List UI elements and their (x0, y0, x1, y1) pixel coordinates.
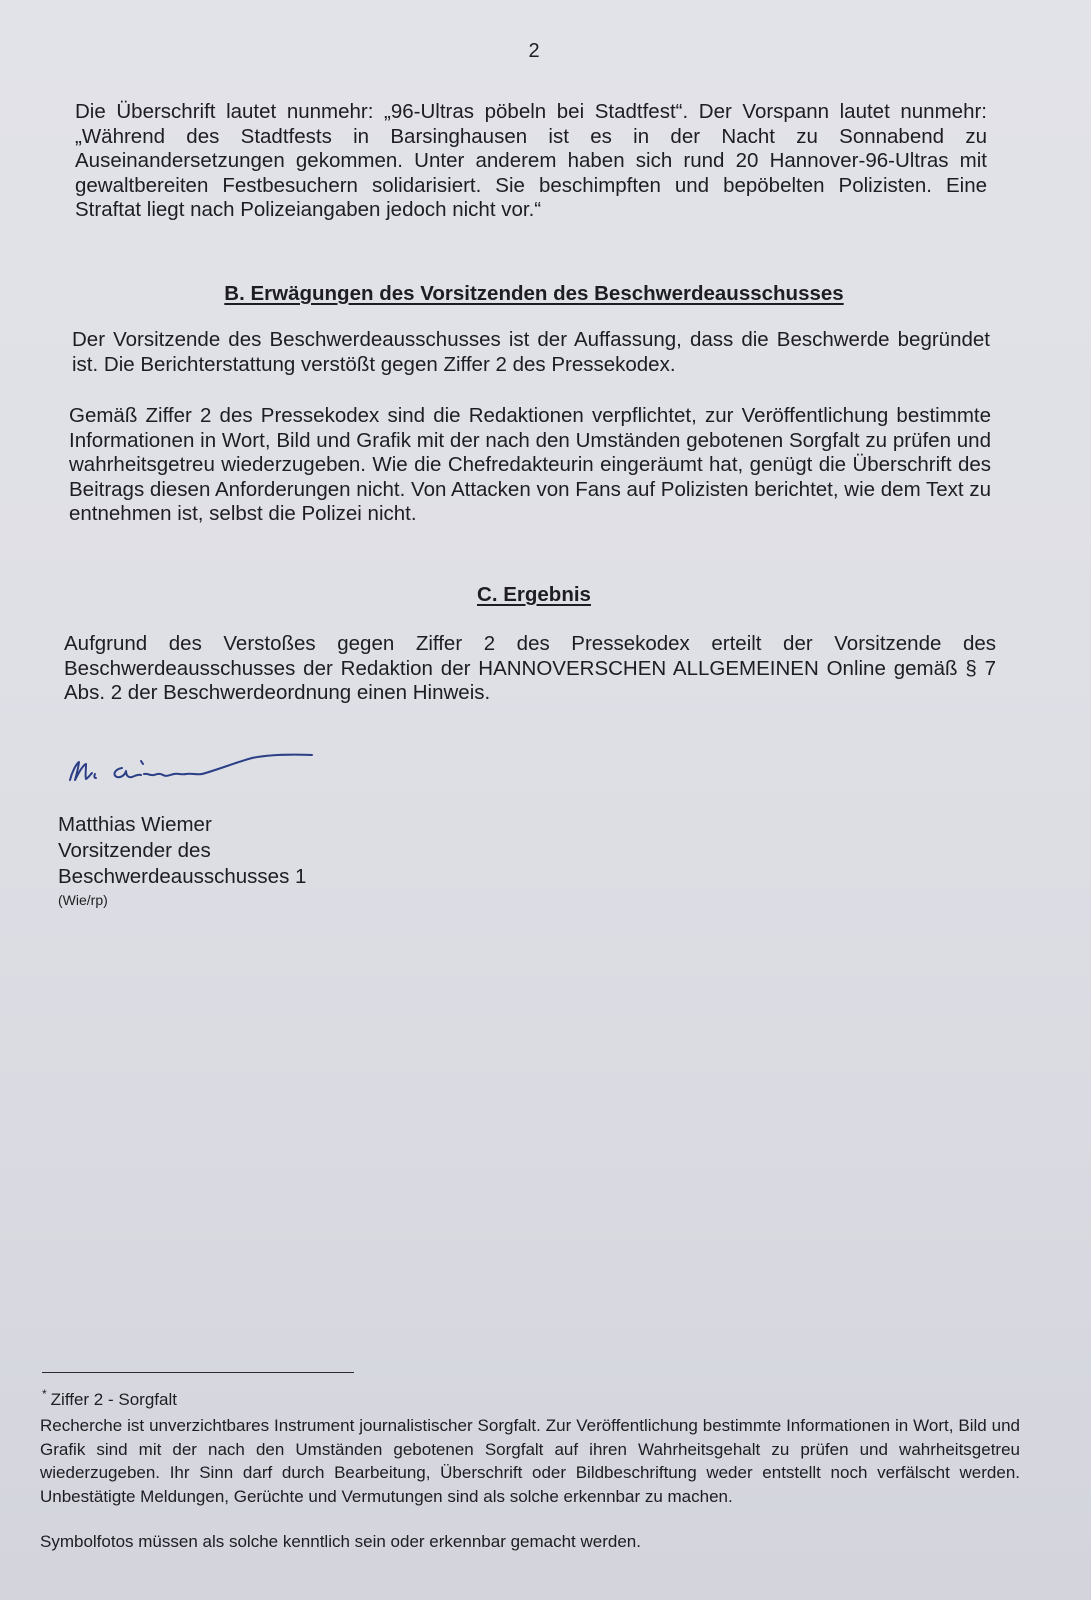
signatory-role-line-2: Beschwerdeausschusses 1 (58, 865, 307, 888)
intro-paragraph: Die Überschrift lautet nunmehr: „96-Ultras pöbeln bei Stadtfest“. Der Vorspann lautet nunmehr: „Während des Stadtfests in Barsinghausen ist es in der Nacht zu Sonnabend zu Auseinandersetzungen gekommen. Unter anderem haben sich rund 20 Hannover-96-Ultras mit gewaltbereiten Festbesuchern solidarisiert. Sie beschimpften und bepöbelten Polizisten. Eine Straftat liegt nach Polizeiangaben jedoch nicht vor.“ (75, 100, 987, 221)
section-b-heading: B. Erwägungen des Vorsitzenden des Beschwerdeausschusses (224, 282, 844, 305)
page-number: 2 (528, 40, 540, 62)
footnote-text: Recherche ist unverzichtbares Instrument journalistischer Sorgfalt. Zur Veröffentlichung bestimmte Informationen in Wort, Bild und Grafik sind mit der nach den Umständen gebotenen Sorgfalt auf ihren Wahrheitsgehalt zu prüfen und wahrheitsgetreu wiederzugeben. Ihr Sinn darf durch Bearbeitung, Überschrift oder Bildbeschriftung weder entstellt noch verfälscht werden. Unbestätigte Meldungen, Gerüchte und Vermutungen sind als solche erkennbar zu machen. (40, 1416, 1020, 1506)
signatory-reference: (Wie/rp) (58, 892, 108, 908)
footnote-title: Ziffer 2 - Sorgfalt (50, 1390, 177, 1409)
section-c-paragraph: Aufgrund des Verstoßes gegen Ziffer 2 des Pressekodex erteilt der Vorsitzende des Beschwerdeausschusses der Redaktion der HANNOVERSCHEN ALLGEMEINEN Online gemäß § 7 Abs. 2 der Beschwerdeordnung einen Hinweis. (64, 632, 996, 704)
signatory-name: Matthias Wiemer (58, 813, 212, 836)
signature-block (58, 812, 306, 890)
section-c-heading: C. Ergebnis (477, 583, 591, 606)
footnote-last-line: Symbolfotos müssen als solche kenntlich sein oder erkennbar gemacht werden. (40, 1532, 641, 1551)
footnote-title-line (42, 1387, 177, 1410)
footnote-divider (42, 1372, 354, 1373)
signatory-role-line-1: Vorsitzender des (58, 839, 211, 862)
handwritten-signature (62, 748, 322, 798)
section-b-paragraph-1: Der Vorsitzende des Beschwerdeausschusses ist der Auffassung, dass die Beschwerde begründet ist. Die Berichterstattung verstößt gegen Ziffer 2 des Pressekodex. (72, 328, 990, 376)
footnote-marker: * (42, 1387, 47, 1401)
section-b-paragraph-2: Gemäß Ziffer 2 des Pressekodex sind die Redaktionen verpflichtet, zur Veröffentlichung bestimmte Informationen in Wort, Bild und Grafik mit der nach den Umständen gebotenen Sorgfalt zu prüfen und wahrheitsgetreu wiederzugeben. Wie die Chefredakteurin eingeräumt hat, genügt die Überschrift des Beitrags diesen Anforderungen nicht. Von Attacken von Fans auf Polizisten berichtet, wie dem Text zu entnehmen ist, selbst die Polizei nicht. (69, 404, 991, 525)
